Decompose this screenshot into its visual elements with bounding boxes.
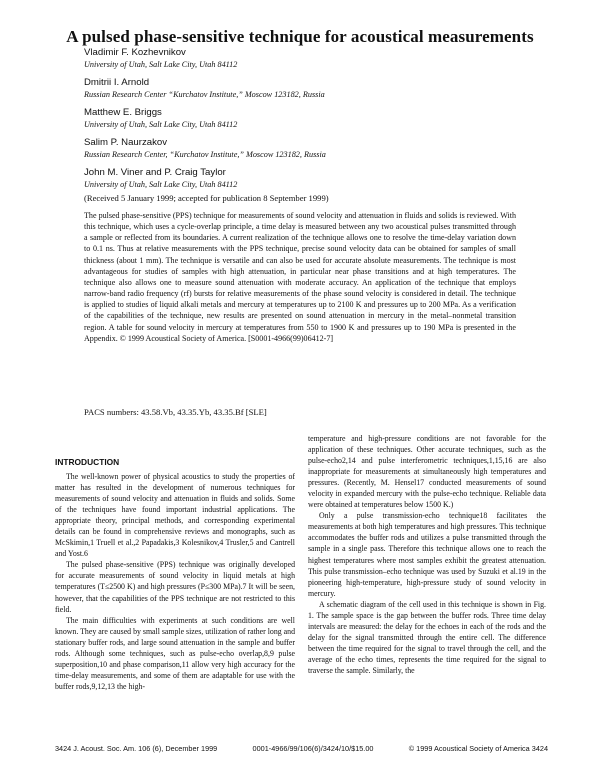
author-name: Vladimir F. Kozhevnikov (84, 47, 186, 58)
paragraph: temperature and high-pressure conditions are not favorable for the application of these techniques. Other accurate techniques, such as the pulse-echo2,14 and pulse interferometric techniques,1,15,16 are also inappropriate for measurements at simultaneously high temperatures and pressures. (Recently, M. Hensel17 conducted measurements of sound velocity in expanded mercury with the pulse-echo technique. Reliable data were obtained at temperatures below 1500 K.) (308, 434, 546, 510)
author-name: Dmitrii I. Arnold (84, 77, 150, 88)
abstract: The pulsed phase-sensitive (PPS) technique for measurements of sound velocity and attenuation in fluids and solids is reviewed. With this technique, which uses a cycle-overlap principle, a time delay is measured between any two acoustical pulses transmitted through a sample or reflected from its boundaries. A current realization of the technique allows one to resolve the time-delay variation down to 0.1 ns. Thus at relative measurements with the PPS technique, precise sound velocity data can be obtained for samples of small thickness (about 1 mm). The technique is versatile and can also be used for accurate absolute measurements. The technique is most advantageous for studies of samples with high attenuation, in particular near phase transitions and at high temperatures. The technique also allows one to measure sound attenuation with moderate accuracy. An application of the technique that employs narrow-band radio frequency (rf) bursts for relative measurements of the phase sound velocity is considered in detail. The technique is applied to studies of liquid alkali metals and mercury at temperatures up to 2100 K and pressures up to 200 MPa. As a verification of the capabilities of the technique, new results are presented on sound attenuation in mercury in the metal–nonmetal transition region. A table for sound velocity in mercury at temperatures from 550 to 1900 K and pressures up to 190 MPa is presented in the Appendix. © 1999 Acoustical Society of America. [S0001-4966(99)06412-7] (84, 211, 516, 343)
author-affiliation: University of Utah, Salt Lake City, Utah 84112 (84, 180, 238, 189)
paragraph: A schematic diagram of the cell used in this technique is shown in Fig. 1. The sample space is the gap between the buffer rods. Three time delay intervals are measured: the delay for the echoes in each of the rods and the delay for the signal transmitted through the entire cell. The difference between the time required for the signal to travel through the cell, and the average of the echo times, represents the time required for the signal to traverse the sample. Similarly, the (308, 599, 546, 675)
author-affiliation: Russian Research Center, “Kurchatov Institute,” Moscow 123182, Russia (84, 150, 326, 159)
paragraph: The main difficulties with experiments at such conditions are well known. They are caused by small sample sizes, utilization of rather long and stationary buffer rods, and large sound attenuation in the sample and buffer rods. Although some techniques, such as pulse-echo overlap,8,9 pulse superposition,10 and phase comparison,11 allow very high accuracy for the time-delay measurements, and some of them are adaptable for use with the buffer rods,9,12,13 the high- (55, 615, 295, 691)
author-entry (84, 77, 524, 100)
article-title: A pulsed phase-sensitive technique for acoustical measurements (66, 27, 534, 46)
page-footer (55, 744, 548, 753)
author-list (84, 47, 524, 197)
pacs-numbers: PACS numbers: 43.58.Vb, 43.35.Yb, 43.35.Bf [SLE] (84, 407, 267, 417)
author-name: Matthew E. Briggs (84, 107, 162, 118)
author-name: Salim P. Naurzakov (84, 137, 168, 148)
author-entry (84, 107, 524, 130)
left-column (55, 471, 295, 692)
paragraph: The well-known power of physical acoustics to study the properties of matter has resulted in the development of numerous techniques for measurements of sound velocity and attenuation in fluids and solids. Some of the techniques have found important industrial applications. The appropriate theory, principal methods, and corresponding experimental details can be found in comprehensive reviews and monographs, such as McSkimin,1 Truell et al.,2 Papadakis,3 Kolesnikov,4 Trusler,5 and Cantrell and Yost.6 (55, 472, 295, 559)
footer-copyright: © 1999 Acoustical Society of America 3424 (408, 744, 548, 753)
right-column (308, 433, 546, 676)
author-entry (84, 137, 524, 160)
paragraph: Only a pulse transmission-echo technique18 facilitates the measurements at both high temperatures and high pressures. This technique accommodates the buffer rods and utilizes a pulse transmitted through the sample in a single pass. Therefore this technique allows one to reach the highest temperatures where most samples exhibit the greatest attenuation. This pulse transmission–echo technique was used by Suzuki et al.19 in the pioneering high-temperature, high-pressure study of sound velocity in mercury. (308, 511, 546, 598)
footer-citation: 3424 J. Acoust. Soc. Am. 106 (6), December 1999 (55, 744, 218, 753)
footer-code: 0001-4966/99/106(6)/3424/10/$15.00 (252, 744, 374, 753)
author-entry (84, 47, 524, 70)
author-affiliation: Russian Research Center “Kurchatov Institute,” Moscow 123182, Russia (84, 90, 325, 99)
paragraph: The pulsed phase-sensitive (PPS) technique was originally developed for accurate measurements of sound velocity in liquid metals at high temperatures (T≤2500 K) and high pressures (P≤300 MPa).7 It will be seen, however, that the capabilities of the PPS technique are not restricted to this field. (55, 560, 295, 614)
author-affiliation: University of Utah, Salt Lake City, Utah 84112 (84, 60, 238, 69)
received-dates: (Received 5 January 1999; accepted for publication 8 September 1999) (84, 193, 329, 203)
author-entry (84, 167, 524, 190)
author-affiliation: University of Utah, Salt Lake City, Utah 84112 (84, 120, 238, 129)
section-heading: INTRODUCTION (55, 457, 120, 467)
author-name: John M. Viner and P. Craig Taylor (84, 167, 226, 178)
